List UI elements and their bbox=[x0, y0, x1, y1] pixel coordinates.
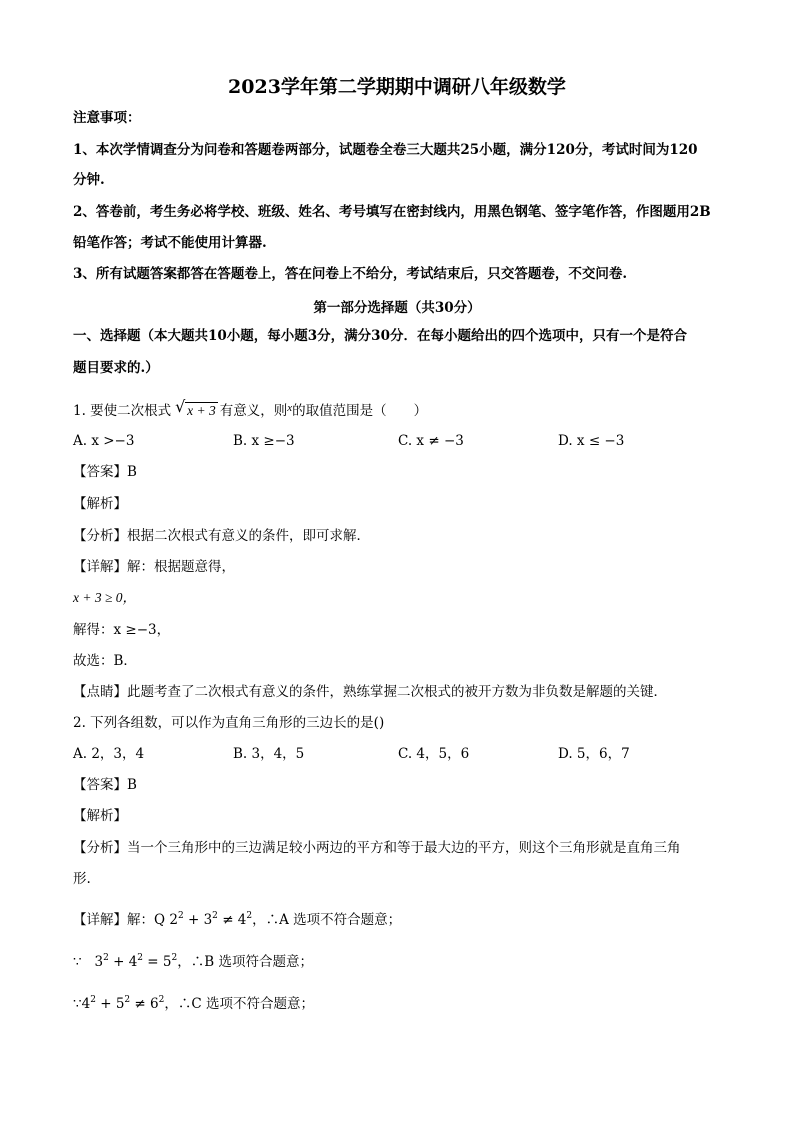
notes-heading: 注意事项： bbox=[73, 110, 141, 126]
q1-radicand: x + 3 bbox=[187, 403, 216, 418]
exp: 2 bbox=[90, 995, 96, 1005]
q1-step-2: 解得：x ≥−3， bbox=[73, 622, 171, 638]
q2-option-d: D. 5，6，7 bbox=[558, 746, 630, 762]
q1-choose: 故选：B． bbox=[73, 653, 137, 669]
note-1-line-2: 分钟. bbox=[73, 172, 105, 188]
q2-detail-c-rest: ，∴C 选项不符合题意； bbox=[164, 996, 314, 1012]
q2-detail-a-rest: ，∴A 选项不符合题意； bbox=[252, 912, 402, 928]
because-icon: ∵ bbox=[73, 954, 82, 970]
exp: 2 bbox=[158, 995, 165, 1005]
exp: 2 bbox=[171, 953, 178, 963]
exp: 2 bbox=[177, 911, 184, 921]
because-icon: ∵ bbox=[73, 996, 82, 1012]
q1-stem bbox=[73, 398, 427, 421]
q1-comment: 【点睛】此题考查了二次根式有意义的条件，熟练掌握二次根式的被开方数为非负数是解题的关键． bbox=[73, 684, 667, 700]
exp: 2 bbox=[212, 911, 218, 921]
section-1-desc-line-1: 一、选择题（本大题共10小题，每小题3分，满分30分．在每小题给出的四个选项中，只有一个是符合 bbox=[73, 328, 687, 344]
note-3: 3、所有试题答案都答在答题卷上，答在问卷上不给分，考试结束后，只交答题卷，不交问卷. bbox=[73, 266, 628, 282]
q1-option-a: A. x >−3 bbox=[73, 433, 135, 449]
q2-fenxi-line-2: 形. bbox=[73, 871, 91, 887]
exp: 2 bbox=[246, 911, 253, 921]
q1-var: x bbox=[287, 402, 293, 414]
q1-radical bbox=[175, 397, 218, 421]
q2-option-b: B. 3，4，5 bbox=[233, 746, 305, 762]
page-title: 2023学年第二学期期中调研八年级数学 bbox=[228, 76, 566, 98]
exp: 2 bbox=[137, 953, 144, 963]
exp: 2 bbox=[124, 995, 131, 1005]
q1-fenxi: 【分析】根据二次根式有意义的条件，即可求解． bbox=[73, 528, 370, 544]
q2-detail-b-rest: ，∴B 选项符合题意； bbox=[177, 954, 313, 970]
exp: 2 bbox=[103, 953, 109, 963]
section-1-desc-line-2: 题目要求的.） bbox=[73, 360, 159, 376]
note-2-line-1: 2、答卷前，考生务必将学校、班级、姓名、考号填写在密封线内，用黑色钢笔、签字笔作答，作图题用2B bbox=[73, 204, 711, 220]
q1-option-d: D. x ≤ −3 bbox=[558, 433, 625, 449]
part-1-heading: 第一部分选择题（共30分） bbox=[313, 300, 481, 316]
q2-detail-line-b: ∵ $3^2 + 4^2 = 5^2$，∴B 选项符合题意； bbox=[73, 953, 313, 970]
q1-answer: 【答案】B bbox=[73, 464, 137, 480]
note-2-line-2: 铅笔作答；考试不能使用计算器. bbox=[73, 235, 267, 251]
q1-option-c: C. x ≠ −3 bbox=[398, 433, 464, 449]
q2-answer: 【答案】B bbox=[73, 777, 137, 793]
q1-analysis-label: 【解析】 bbox=[73, 496, 127, 512]
q1-option-b: B. x ≥−3 bbox=[233, 433, 295, 449]
q1-stem-suffix: 的取值范围是（ ） bbox=[292, 403, 428, 419]
q2-detail-line-a: 【详解】解：Q $2^2 + 3^2 \ne 4^2$，∴A 选项不符合题意； bbox=[73, 911, 402, 928]
q2-detail-prefix: 【详解】解：Q 2 bbox=[73, 912, 178, 928]
q1-stem-mid: 有意义，则 bbox=[219, 403, 288, 419]
q2-analysis-label: 【解析】 bbox=[73, 808, 127, 824]
q2-fenxi-line-1: 【分析】当一个三角形中的三边满足较小两边的平方和等于最大边的平方，则这个三角形就是直角三角 bbox=[73, 840, 681, 856]
q1-step-1: x + 3 ≥ 0， bbox=[73, 590, 137, 605]
q1-detail: 【详解】解：根据题意得， bbox=[73, 559, 235, 575]
q2-option-a: A. 2，3，4 bbox=[73, 746, 145, 762]
q2-detail-line-c: $\because 4^2 + 5^2 \ne 6^2$，∴C 选项不符合题意； bbox=[73, 995, 314, 1012]
q2-option-c: C. 4，5，6 bbox=[398, 746, 470, 762]
q1-stem-prefix: 1. 要使二次根式 bbox=[73, 403, 172, 419]
note-1-line-1: 1、本次学情调查分为问卷和答题卷两部分，试题卷全卷三大题共25小题，满分120分，考试时间为120 bbox=[73, 142, 698, 158]
q2-stem: 2. 下列各组数，可以作为直角三角形的三边长的是() bbox=[73, 715, 385, 731]
sqrt-icon: √ bbox=[175, 397, 186, 416]
